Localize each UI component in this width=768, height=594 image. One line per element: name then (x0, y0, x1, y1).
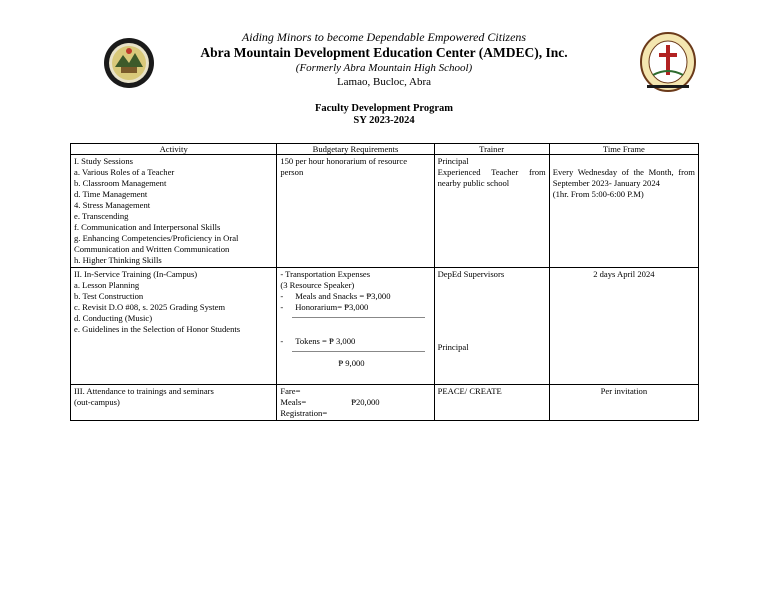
budget-text: Tokens = ₱ 3,000 (295, 336, 356, 346)
divider (292, 317, 424, 318)
trainer-text: Experienced Teacher from nearby public school (437, 167, 546, 188)
activity-item: b. Classroom Management (74, 178, 167, 188)
budget-cell (277, 155, 434, 268)
table-row (71, 155, 699, 268)
activity-cell (71, 268, 277, 385)
activity-item: (out-campus) (74, 397, 120, 407)
budget-line (280, 336, 430, 347)
activity-item: a. Various Roles of a Teacher (74, 167, 175, 177)
budget-line (280, 397, 430, 408)
table-header-row (71, 144, 699, 155)
activity-item: d. Conducting (Music) (74, 313, 153, 323)
activity-item: e. Guidelines in the Selection of Honor Students (74, 324, 241, 334)
table-row (71, 385, 699, 421)
time-frame-cell (549, 155, 698, 268)
program-title: Faculty Development Program (314, 103, 454, 114)
budget-text: Meals and Snacks = ₱3,000 (295, 291, 391, 301)
table-row (71, 268, 699, 385)
budget-cell (277, 268, 434, 385)
column-header-budget: Budgetary Requirements (277, 144, 434, 155)
trainer-text: PEACE/ CREATE (437, 386, 502, 396)
trainer-cell (434, 268, 549, 385)
faculty-development-table (70, 143, 699, 421)
trainer-text: Principal (437, 156, 469, 166)
activity-item: c. Revisit D.O #08, s. 2025 Grading System (74, 302, 226, 312)
trainer-cell (434, 385, 549, 421)
activity-item: h. Higher Thinking Skills (74, 255, 162, 265)
activity-item: III. Attendance to trainings and seminars (74, 386, 214, 396)
time-frame-text: (1hr. From 5:00-6:00 P.M) (552, 189, 644, 199)
budget-text: Fare= (280, 386, 301, 396)
trainer-text: DepEd Supervisors (437, 269, 505, 279)
column-header-trainer: Trainer (434, 144, 549, 155)
activity-item: d. Time Management (74, 189, 148, 199)
bullet-dash: - (280, 302, 284, 312)
time-frame-cell (549, 268, 698, 385)
activity-item: b. Test Construction (74, 291, 144, 301)
budget-text: Registration= (280, 408, 328, 418)
budget-amount: ₱20,000 (351, 397, 380, 407)
activity-cell (71, 385, 277, 421)
column-header-activity: Activity (71, 144, 277, 155)
bullet-dash: - (280, 291, 284, 301)
time-frame-text: 2 days April 2024 (593, 269, 655, 279)
time-frame-text: Every Wednesday of the Month, from September 2023- January 2024 (552, 167, 695, 188)
motto: Aiding Minors to become Dependable Empowered Citizens (241, 30, 527, 44)
time-frame-cell (549, 385, 698, 421)
activity-item: g. Enhancing Competencies/Proficiency in Oral Communication and Written Communication (74, 233, 239, 254)
activity-item: I. Study Sessions (74, 156, 133, 166)
budget-text: - Transportation Expenses (280, 269, 371, 279)
time-frame-text: Per invitation (600, 386, 648, 396)
activity-item: f. Communication and Interpersonal Skills (74, 222, 221, 232)
budget-total: ₱ 9,000 (338, 358, 365, 368)
trainer-text: Principal (437, 342, 469, 352)
activity-item: II. In-Service Training (In-Campus) (74, 269, 198, 279)
budget-text: (3 Resource Speaker) (280, 280, 355, 290)
budget-cell (277, 385, 434, 421)
organization-name: Abra Mountain Development Education Center (AMDEC), Inc. (200, 45, 568, 60)
activity-item: e. Transcending (74, 211, 129, 221)
activity-item: a. Lesson Planning (74, 280, 140, 290)
activity-item: 4. Stress Management (74, 200, 151, 210)
budget-text: 150 per hour honorarium of resource person (280, 156, 408, 177)
column-header-time-frame: Time Frame (549, 144, 698, 155)
former-name: (Formerly Abra Mountain High School) (295, 62, 473, 74)
budget-text: Honorarium= ₱3,000 (295, 302, 369, 312)
address: Lamao, Bucloc, Abra (336, 76, 432, 88)
program-heading (0, 103, 768, 127)
activity-cell (71, 155, 277, 268)
bullet-dash: - (280, 336, 284, 346)
document-header (0, 30, 768, 89)
budget-text: Meals= (280, 397, 307, 407)
school-year: SY 2023-2024 (353, 115, 415, 126)
budget-line (280, 302, 430, 313)
divider (292, 351, 424, 352)
trainer-cell (434, 155, 549, 268)
budget-line (280, 291, 430, 302)
